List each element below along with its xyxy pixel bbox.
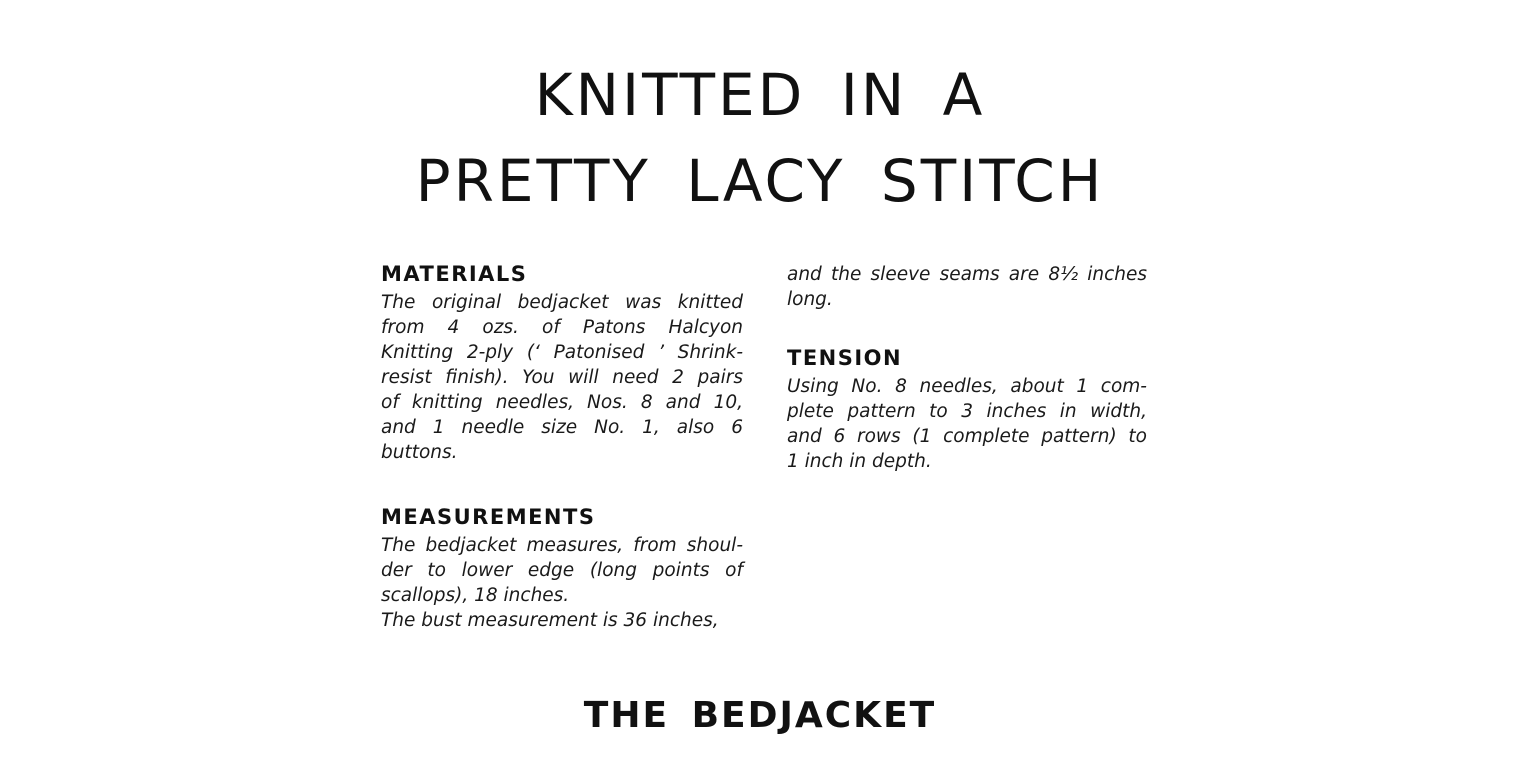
- tension-line: Using No. 8 needles, about 1 com-: [787, 376, 1147, 397]
- measurements-line: scallops), 18 inches.: [381, 585, 570, 606]
- materials-line: resist finish). You will need 2 pairs: [381, 367, 743, 388]
- tension-line: plete pattern to 3 inches in width,: [787, 401, 1147, 422]
- tension-section: [787, 346, 1147, 474]
- tension-text: [787, 374, 1147, 474]
- title-line-1: KNITTED IN A: [534, 61, 986, 129]
- materials-heading: MATERIALS: [381, 262, 528, 286]
- title-line-2: PRETTY LACY STITCH: [415, 147, 1105, 215]
- materials-line: The original bedjacket was knitted: [381, 292, 743, 313]
- measurements-heading: MEASUREMENTS: [381, 505, 596, 529]
- materials-section: [381, 262, 743, 465]
- left-column: [381, 262, 743, 633]
- tension-line: 1 inch in depth.: [787, 451, 932, 472]
- materials-line: buttons.: [381, 442, 458, 463]
- footer-title: THE BEDJACKET: [583, 695, 937, 736]
- measurements-line: der to lower edge (long points of: [381, 560, 743, 581]
- materials-line: from 4 ozs. of Patons Halcyon: [381, 317, 743, 338]
- tension-heading: TENSION: [787, 346, 903, 370]
- measurements-continued-line: long.: [787, 289, 833, 310]
- materials-line: Knitting 2-ply (‘ Patonised ’ Shrink-: [381, 342, 743, 363]
- measurements-continued-text: [787, 262, 1147, 312]
- measurements-line: The bust measurement is 36 inches,: [381, 610, 719, 631]
- tension-line: and 6 rows (1 complete pattern) to: [787, 426, 1147, 447]
- materials-line: of knitting needles, Nos. 8 and 10,: [381, 392, 743, 413]
- measurements-line: The bedjacket measures, from shoul-: [381, 535, 743, 556]
- materials-line: and 1 needle size No. 1, also 6: [381, 417, 743, 438]
- measurements-text: [381, 533, 743, 633]
- measurements-continued-line: and the sleeve seams are 8½ inches: [787, 264, 1147, 285]
- right-column: [787, 262, 1147, 474]
- measurements-section: [381, 505, 743, 633]
- materials-text: [381, 290, 743, 465]
